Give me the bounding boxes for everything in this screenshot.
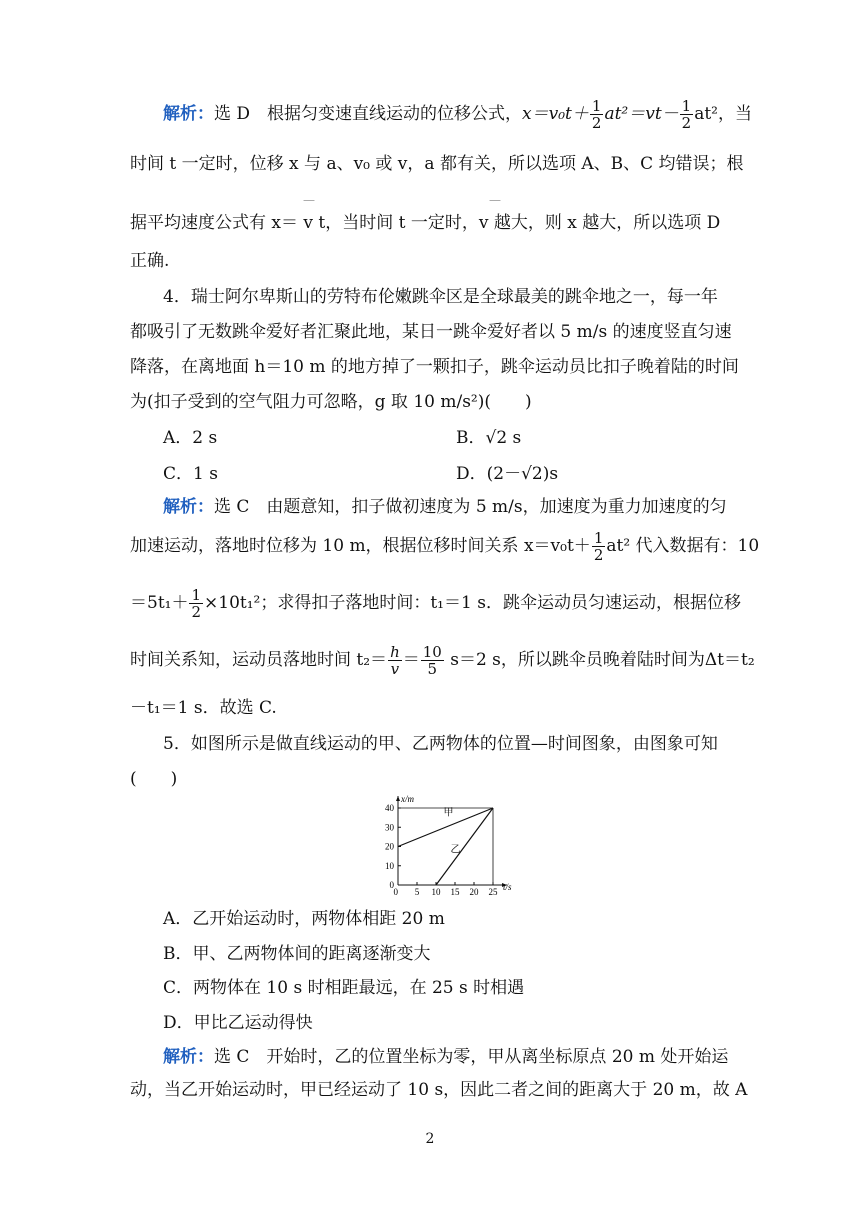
analysis-label: 解析：: [163, 497, 214, 517]
q3-analysis-line-2: 时间 t 一定时，位移 x 与 a、v₀ 或 v，a 都有关，所以选项 A、B、C 均错误；根: [130, 154, 744, 174]
x-tick-label: 10: [431, 887, 441, 897]
y-tick-label: 10: [385, 860, 394, 871]
q4-option-c: C．1 s: [163, 464, 218, 484]
y-axis-label: x/m: [401, 794, 414, 804]
fraction-half: $\frac{1}{2}$: [681, 97, 692, 132]
average-bar-mark: —: [489, 193, 501, 207]
q4-analysis-line-1: 解析：选 C 由题意知，扣子做初速度为 5 m/s，加速度为重力加速度的匀: [163, 497, 727, 517]
q4-analysis-line-2: 加速运动，落地时位移为 10 m，根据位移时间关系 x＝v₀t＋ $\frac{1}{2}$ at² 代入数据有：10: [130, 529, 760, 564]
fraction-half: $\frac{1}{2}$: [191, 586, 202, 621]
y-tick-label: 0: [389, 880, 394, 890]
fraction-h-over-v: $\frac{h}{v}$: [390, 643, 400, 678]
x-tick-label: 0: [393, 887, 398, 897]
x-tick-label: 20: [469, 887, 479, 897]
x-tick-label: 15: [450, 887, 460, 897]
q4-analysis-line-5: －t₁＝1 s．故选 C.: [130, 698, 277, 718]
q5-analysis-line-2: 动，当乙开始运动时，甲已经运动了 10 s，因此二者之间的距离大于 20 m，故 A: [130, 1080, 748, 1100]
position-time-chart: [370, 788, 530, 908]
q5-option-c: C．两物体在 10 s 时相距最远，在 25 s 时相遇: [163, 978, 525, 998]
x-axis-label: t/s: [503, 882, 512, 892]
y-tick-label: 20: [385, 841, 394, 852]
q3-analysis-line-1: 解析：选 D 根据匀变速直线运动的位移公式，x＝v₀t＋ $\frac{1}{2}$ at²＝vt－ $\frac{1}{2}$ at²，当: [163, 97, 752, 132]
analysis-label: 解析：: [163, 1047, 214, 1067]
q4-option-b: B．√2 s: [456, 428, 522, 448]
q4-stem-line-1: 4．瑞士阿尔卑斯山的劳特布伦嫩跳伞区是全球最美的跳伞地之一，每一年: [163, 287, 718, 307]
fraction-half: $\frac{1}{2}$: [593, 529, 604, 564]
x-tick-label: 25: [488, 887, 498, 897]
q4-stem-line-3: 降落，在离地面 h＝10 m 的地方掉了一颗扣子，跳伞运动员比扣子晚着陆的时间: [130, 357, 739, 377]
q5-stem-line-2: ( ): [130, 769, 178, 789]
q4-option-a: A．2 s: [163, 428, 218, 448]
q5-option-d: D．甲比乙运动得快: [163, 1013, 313, 1033]
q3-analysis-line-3: 据平均速度公式有 x＝ v t，当时间 t 一定时，v 越大，则 x 越大，所以选项 D: [130, 213, 721, 233]
average-bar-mark: —: [303, 193, 315, 207]
q5-analysis-line-1: 解析：选 C 开始时，乙的位置坐标为零，甲从离坐标原点 20 m 处开始运: [163, 1047, 729, 1067]
q5-option-b: B．甲、乙两物体间的距离逐渐变大: [163, 944, 431, 964]
series-label-2: 乙: [450, 844, 461, 856]
fraction-10-over-5: $\frac{10}{5}$: [422, 643, 442, 678]
q5-stem-line-1: 5．如图所示是做直线运动的甲、乙两物体的位置—时间图象，由图象可知: [163, 734, 718, 754]
y-tick-label: 40: [385, 803, 394, 813]
q4-analysis-line-3: ＝5t₁＋ $\frac{1}{2}$ ×10t₁²；求得扣子落地时间：t₁＝1 s．跳伞运动员匀速运动，根据位移: [130, 586, 741, 621]
q3-analysis-line-4: 正确.: [130, 251, 170, 271]
analysis-label: 解析：: [163, 104, 214, 124]
series-label-1: 甲: [443, 807, 454, 819]
y-tick-label: 30: [385, 822, 394, 833]
q4-analysis-line-4: 时间关系知，运动员落地时间 t₂＝ $\frac{h}{v}$ ＝ $\frac{10}{5}$ s＝2 s，所以跳伞员晚着陆时间为Δt＝t₂: [130, 643, 755, 678]
fraction-half: $\frac{1}{2}$: [591, 97, 602, 132]
x-tick-label: 5: [414, 887, 420, 897]
q4-option-d: D．(2－√2)s: [456, 464, 559, 484]
page-number: 2: [425, 1131, 435, 1147]
y-axis-arrow: [396, 796, 400, 801]
q4-stem-line-4: 为(扣子受到的空气阻力可忽略，g 取 10 m/s²)( ): [130, 392, 532, 412]
q5-option-a: A．乙开始运动时，两物体相距 20 m: [163, 909, 445, 929]
q4-stem-line-2: 都吸引了无数跳伞爱好者汇聚此地，某日一跳伞爱好者以 5 m/s 的速度竖直匀速: [130, 322, 732, 342]
